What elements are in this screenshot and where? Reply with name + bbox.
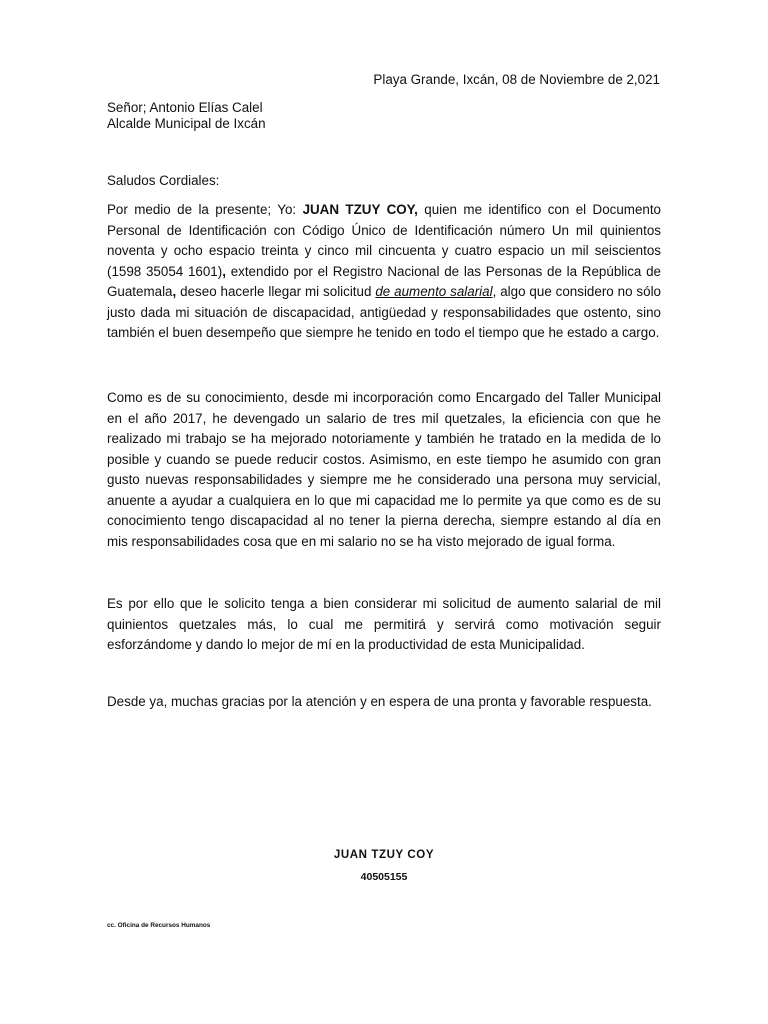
signature-block (0, 846, 768, 886)
recipient-name: Señor; Antonio Elías Calel (107, 100, 263, 115)
signature-id-number: 40505155 (360, 871, 408, 883)
paragraph-1-id-text: quien me identifico con el Documento Personal de Identificación con Código Único de Identificación número Un mil quinientos noventa y ocho espacio treinta y cinco mil cincuenta y cuatro espacio un mil seiscientos (1598 35054 1601) (107, 202, 662, 279)
salary-request-phrase: de aumento salarial (375, 284, 493, 299)
paragraph-1-request-intro: deseo hacerle llegar mi solicitud (176, 284, 376, 299)
paragraph-1-comma: , (222, 263, 226, 279)
paragraph-2: Como es de su conocimiento, desde mi incorporación como Encargado del Taller Municipal en el año 2017, he devengado un salario de tres mil quetzales, la eficiencia con que he realizado mi trabajo se ha mejorado notoriamente y también he tratado en la medida de lo posible y cuando se puede reducir costos. Asimismo, en este tiempo he asumido con gran gusto nuevas responsabilidades y siempre me he considerado una persona muy servicial, anuente a ayudar a cualquiera en lo que mi capacidad me lo permite ya que como es de su conocimiento tengo discapacidad al no tener la pierna derecha, siempre estando al día en mis responsabilidades cosa que en mi salario no se ha visto mejorado de igual forma. (107, 390, 661, 549)
cc-line: cc. Oficina de Recursos Humanos (107, 922, 211, 929)
greeting: Saludos Cordiales: (107, 173, 220, 188)
applicant-name: JUAN TZUY COY, (302, 202, 418, 217)
paragraph-1 (107, 200, 661, 344)
paragraph-1-registry-text: extendido por el Registro Nacional de las Personas de la República de Guatemala (107, 263, 661, 299)
paragraph-1-closing: , algo que considero no sólo justo dada mi situación de discapacidad, antigüedad y responsabilidades que ostento, sino también el buen desempeño que siempre he tenido en todo el tiempo que he estado a cargo. (107, 284, 661, 340)
date-line: Playa Grande, Ixcán, 08 de Noviembre de 2,021 (373, 72, 660, 87)
paragraph-3: Es por ello que le solicito tenga a bien considerar mi solicitud de aumento salarial de mil quinientos quetzales más, lo cual me permitirá y servirá como motivación seguir esforzándome y dando lo mejor de mí en la productividad de esta Municipalidad. (107, 596, 661, 652)
paragraph-1-comma-2: , (172, 284, 177, 299)
paragraph-4: Desde ya, muchas gracias por la atención y en espera de una pronta y favorable respuesta. (107, 694, 652, 709)
recipient-title: Alcalde Municipal de Ixcán (107, 116, 266, 131)
paragraph-1-intro: Por medio de la presente; Yo: (107, 202, 303, 217)
recipient-block (107, 100, 266, 132)
signature-name: JUAN TZUY COY (333, 849, 435, 861)
